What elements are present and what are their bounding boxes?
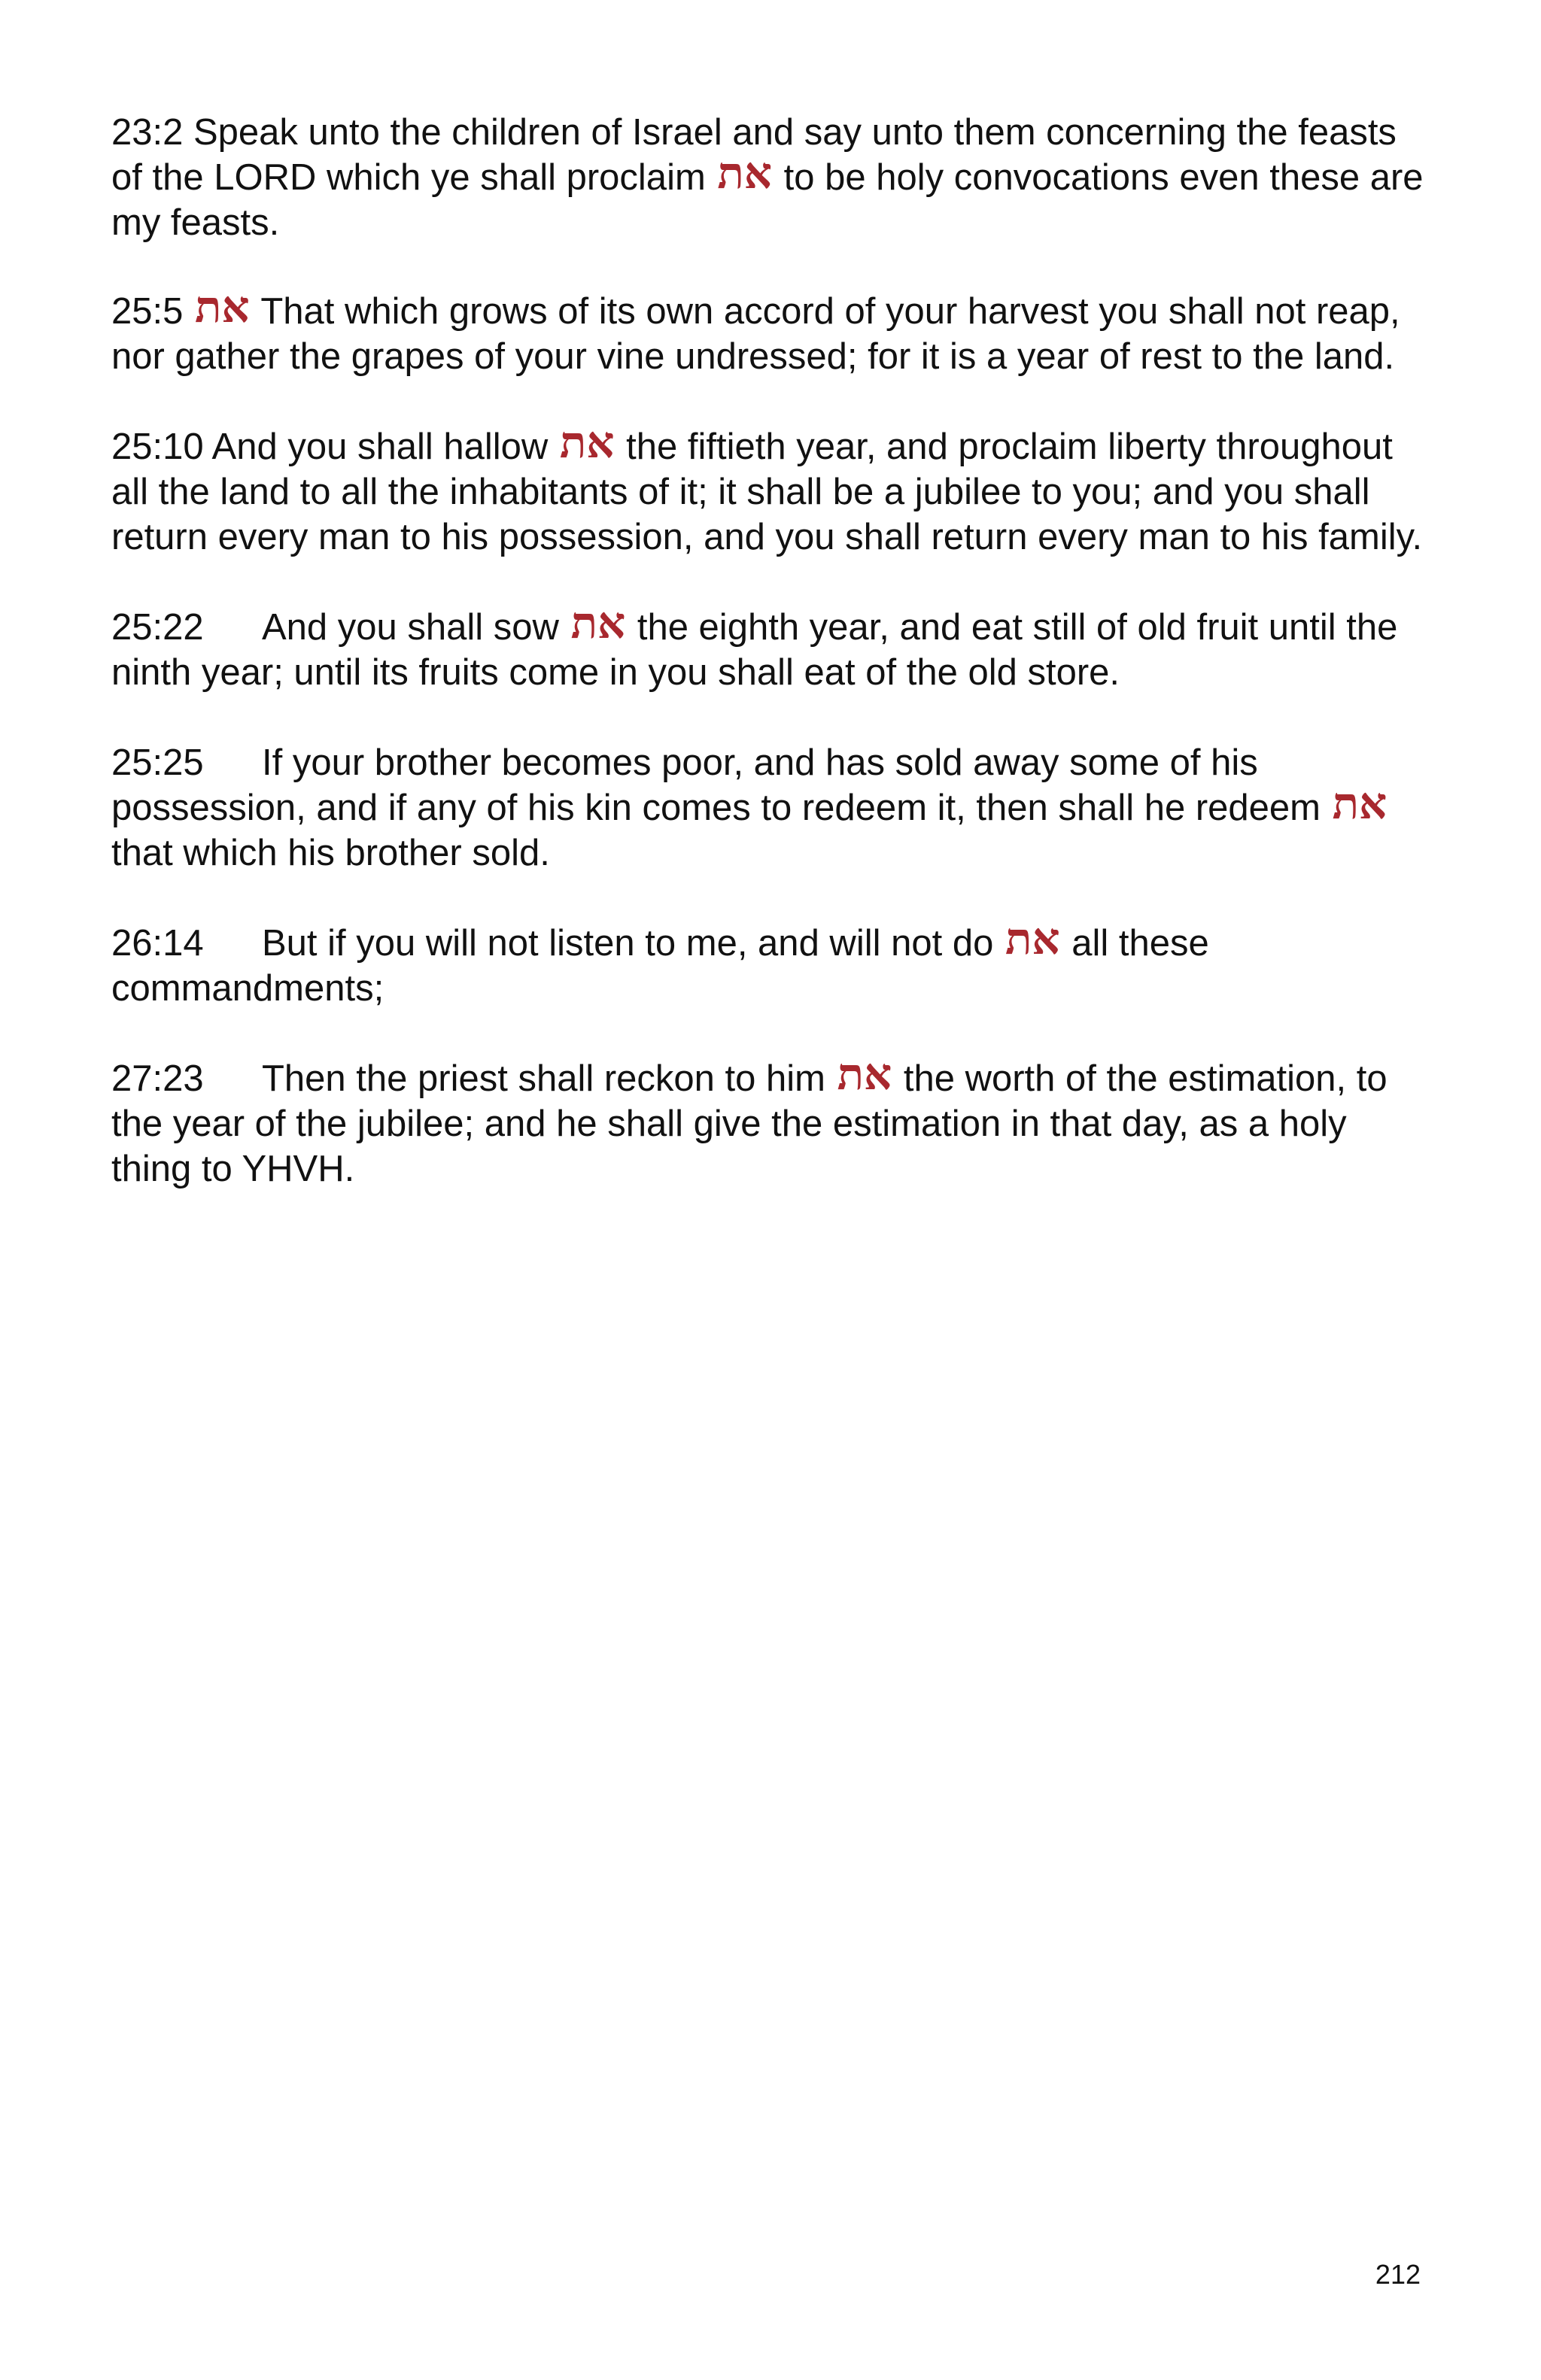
aleph-tav-marker: את xyxy=(195,281,250,332)
verse-26-14 xyxy=(111,913,1436,1011)
verse-ref: 25:10 xyxy=(111,427,204,467)
verse-ref: 25:25 xyxy=(111,742,204,783)
verse-list xyxy=(111,110,1436,1237)
aleph-tav-marker: את xyxy=(570,597,626,648)
verse-ref: 25:22 xyxy=(111,607,204,648)
aleph-tav-marker: את xyxy=(1332,778,1388,829)
verse-text-before: And you shall hallow xyxy=(211,427,549,467)
aleph-tav-marker: את xyxy=(1005,913,1060,964)
verse-text-before: And you shall sow xyxy=(262,607,559,648)
verse-text-before: Then the priest shall reckon to him xyxy=(262,1058,825,1099)
aleph-tav-marker: את xyxy=(837,1049,892,1100)
aleph-tav-marker: את xyxy=(559,417,615,468)
verse-text-after: the worth of the estimation, to the year of the jubilee; and he shall give the estimation in that day, as a holy thing to YHVH. xyxy=(111,1058,1388,1189)
verse-text-after: That which grows of its own accord of your harvest you shall not reap, nor gather the grapes of your vine undressed; for it is a year of rest to the land. xyxy=(111,291,1400,377)
verse-ref: 26:14 xyxy=(111,923,204,964)
verse-ref: 27:23 xyxy=(111,1058,204,1099)
aleph-tav-marker: את xyxy=(717,147,773,199)
verse-text-after: the eighth year, and eat still of old fruit until the ninth year; until its fruits come in you shall eat of the old store. xyxy=(111,607,1398,693)
verse-25-22 xyxy=(111,597,1436,695)
verse-ref: 23:2 xyxy=(111,112,184,153)
verse-27-23 xyxy=(111,1049,1436,1192)
verse-23-2 xyxy=(111,110,1436,245)
verse-text-after: to be holy convocations even these are my feasts. xyxy=(111,157,1424,243)
verse-text-after: that which his brother sold. xyxy=(111,833,550,873)
verse-text-after: all these commandments; xyxy=(111,923,1209,1009)
verse-25-10 xyxy=(111,417,1436,560)
verse-ref: 25:5 xyxy=(111,291,184,332)
verse-text-before: But if you will not listen to me, and will not do xyxy=(262,923,994,964)
verse-text-before: If your brother becomes poor, and has sold away some of his possession, and if any of his kin comes to redeem it, then shall he redeem xyxy=(111,742,1321,828)
verse-text-before: Speak unto the children of Israel and say unto them concerning the feasts of the LORD which ye shall proclaim xyxy=(111,112,1397,198)
verse-25-25 xyxy=(111,740,1436,876)
verse-25-5 xyxy=(111,281,1436,379)
verse-text-after: the fiftieth year, and proclaim liberty throughout all the land to all the inhabitants of it; it shall be a jubilee to you; and you shall return every man to his possession, and you shall return every man to his family. xyxy=(111,427,1423,557)
page-number: 212 xyxy=(1375,2259,1421,2290)
